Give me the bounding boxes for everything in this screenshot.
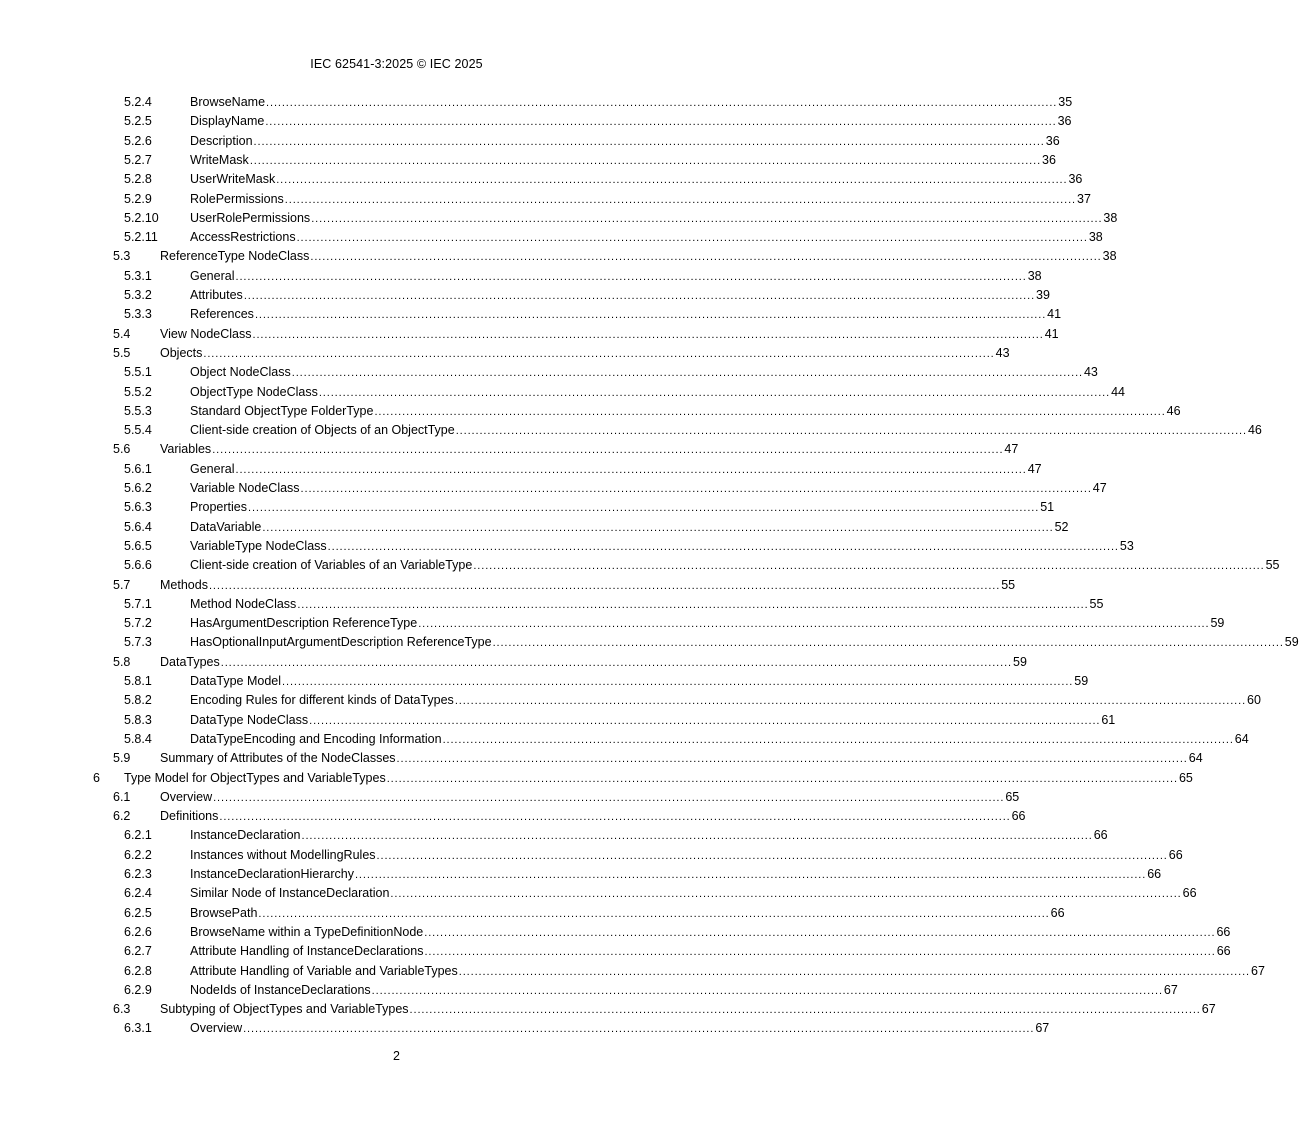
toc-dot-leader: ........................................................................................................................................................................................................ — [396, 753, 1188, 766]
toc-dot-leader: ........................................................................................................................................................................................................ — [371, 984, 1163, 997]
toc-entry-page: 46 — [1247, 423, 1262, 438]
page-number: 2 — [393, 1049, 400, 1063]
toc-entry[interactable] — [0, 171, 1083, 190]
toc-entry-page: 47 — [1092, 481, 1107, 495]
toc-dot-leader: ........................................................................................................................................................................................................ — [296, 232, 1088, 245]
toc-entry-number: 5.5.3 — [124, 403, 152, 418]
toc-entry-page: 36 — [1068, 172, 1083, 187]
toc-dot-leader: ........................................................................................................................................................................................................ — [262, 521, 1054, 534]
toc-dot-leader: ........................................................................................................................................................................................................ — [311, 212, 1103, 225]
toc-entry-page: 64 — [1188, 751, 1203, 766]
toc-entry-title: Variable NodeClass — [190, 481, 300, 495]
toc-entry-title: HasArgumentDescription ReferenceType — [190, 616, 418, 631]
toc-entry[interactable] — [0, 422, 1262, 441]
toc-entry-title: NodeIds of InstanceDeclarations — [190, 982, 371, 997]
toc-entry-number: 5.3.1 — [124, 268, 152, 283]
toc-entry-title: Object NodeClass — [190, 365, 291, 380]
toc-entry[interactable] — [0, 692, 1261, 711]
toc-entry[interactable] — [0, 499, 1055, 518]
toc-entry-number: 5.8.2 — [124, 693, 152, 708]
toc-dot-leader: ........................................................................................................................................................................................................ — [258, 907, 1050, 920]
toc-entry-number: 5.6 — [113, 442, 131, 457]
toc-dot-leader: ........................................................................................................................................................................................................ — [455, 425, 1247, 438]
toc-entry-title: Methods — [160, 577, 208, 592]
toc-entry-number: 5.3 — [113, 249, 131, 264]
toc-entry-page: 52 — [1054, 519, 1069, 534]
toc-entry[interactable] — [0, 789, 1020, 808]
toc-entry-title: Standard ObjectType FolderType — [190, 403, 374, 418]
toc-entry[interactable] — [0, 847, 1183, 866]
toc-entry-number: 5.2.8 — [124, 172, 152, 187]
toc-dot-leader: ........................................................................................................................................................................................................ — [390, 888, 1182, 901]
toc-entry-title: General — [190, 461, 235, 476]
toc-entry-number: 5.2.9 — [124, 191, 152, 206]
toc-entry-title: AccessRestrictions — [190, 230, 296, 245]
toc-entry-number: 5.8.3 — [124, 712, 152, 727]
toc-entry-title: ReferenceType NodeClass — [160, 249, 310, 264]
toc-entry-number: 6.2.3 — [124, 867, 152, 881]
toc-entry-title: Type Model for ObjectTypes and VariableTypes — [124, 770, 386, 785]
toc-dot-leader: ........................................................................................................................................................................................................ — [442, 733, 1234, 746]
toc-entry-page: 43 — [995, 345, 1010, 360]
toc-entry-title: Definitions — [160, 809, 219, 824]
toc-entry-title: Variables — [160, 442, 212, 457]
toc-entry-page: 66 — [1147, 867, 1162, 881]
toc-entry[interactable] — [0, 557, 1280, 576]
toc-entry-number: 5.5.2 — [124, 384, 152, 399]
toc-entry-title: InstanceDeclarationHierarchy — [190, 867, 354, 881]
toc-entry-title: Subtyping of ObjectTypes and VariableTypes — [160, 1002, 409, 1017]
toc-dot-leader: ........................................................................................................................................................................................................ — [249, 154, 1042, 167]
toc-entry[interactable] — [0, 538, 1134, 557]
toc-dot-leader: ........................................................................................................................................................................................................ — [220, 656, 1012, 669]
toc-entry-page: 38 — [1027, 268, 1042, 283]
toc-entry-title: BrowseName — [190, 95, 266, 109]
toc-entry[interactable] — [0, 461, 1042, 480]
toc-entry-page: 46 — [1166, 403, 1181, 418]
toc-entry-title: Objects — [160, 345, 203, 360]
toc-dot-leader: ........................................................................................................................................................................................................ — [418, 618, 1210, 631]
toc-dot-leader: ........................................................................................................................................................................................................ — [310, 251, 1102, 264]
toc-entry-page: 66 — [1050, 905, 1065, 920]
toc-dot-leader: ........................................................................................................................................................................................................ — [374, 405, 1166, 418]
toc-entry-number: 6.2.6 — [124, 924, 152, 939]
toc-entry-title: DataTypeEncoding and Encoding Information — [190, 731, 442, 746]
toc-dot-leader: ........................................................................................................................................................................................................ — [282, 676, 1074, 688]
toc-entry-title: Properties — [190, 500, 247, 515]
toc-entry-title: References — [190, 307, 254, 322]
toc-dot-leader: ........................................................................................................................................................................................................ — [297, 598, 1089, 611]
toc-dot-leader: ........................................................................................................................................................................................................ — [354, 869, 1147, 881]
toc-entry-title: Attribute Handling of Variable and VariableTypes — [190, 963, 458, 978]
toc-entry[interactable] — [0, 982, 1178, 1001]
toc-entry-number: 5.6.1 — [124, 461, 152, 476]
toc-dot-leader: ........................................................................................................................................................................................................ — [309, 714, 1101, 727]
toc-entry-title: DataVariable — [190, 519, 262, 534]
toc-entry-number: 5.2.7 — [124, 152, 152, 167]
toc-entry-number: 5.6.6 — [124, 558, 152, 573]
toc-entry[interactable] — [0, 634, 1299, 653]
toc-dot-leader: ........................................................................................................................................................................................................ — [235, 463, 1027, 476]
toc-entry-number: 5.7.3 — [124, 635, 152, 650]
toc-entry-number: 6.2.4 — [124, 886, 152, 901]
toc-entry-title: ObjectType NodeClass — [190, 384, 318, 399]
toc-entry-page: 38 — [1102, 249, 1117, 264]
toc-entry-page: 61 — [1101, 712, 1116, 727]
toc-entry-page: 47 — [1004, 442, 1019, 457]
toc-entry-page: 66 — [1216, 924, 1231, 939]
toc-entry[interactable] — [0, 712, 1116, 731]
toc-entry[interactable] — [0, 152, 1056, 171]
toc-entry-number: 5.2.11 — [124, 230, 158, 245]
toc-entry-title: RolePermissions — [190, 191, 284, 206]
toc-entry-page: 67 — [1251, 963, 1265, 978]
toc-entry-number: 6.2.7 — [124, 944, 152, 959]
toc-entry-number: 6.2 — [113, 809, 131, 824]
toc-entry-page: 53 — [1119, 538, 1134, 553]
toc-entry-number: 5.8.4 — [124, 731, 152, 746]
toc-entry-number: 6.2.9 — [124, 982, 152, 997]
toc-entry[interactable] — [0, 654, 1027, 673]
toc-entry[interactable] — [0, 326, 1059, 345]
toc-dot-leader: ........................................................................................................................................................................................................ — [265, 116, 1057, 129]
toc-entry-title: InstanceDeclaration — [190, 828, 301, 843]
toc-dot-leader: ........................................................................................................................................................................................................ — [424, 926, 1216, 939]
toc-entry-title: BrowseName within a TypeDefinitionNode — [190, 924, 424, 939]
toc-entry[interactable] — [0, 924, 1231, 943]
toc-entry-number: 5.4 — [113, 326, 131, 341]
toc-entry-title: DataType NodeClass — [190, 712, 309, 727]
toc-entry[interactable] — [0, 191, 1091, 210]
toc-entry-page: 41 — [1044, 326, 1059, 341]
toc-entry-number: 5.7.2 — [124, 616, 152, 631]
toc-entry-page: 66 — [1093, 828, 1108, 843]
toc-entry[interactable] — [0, 750, 1203, 769]
toc-entry[interactable] — [0, 596, 1104, 615]
toc-entry-page: 55 — [1265, 558, 1280, 573]
toc-entry-number: 5.3.3 — [124, 307, 152, 322]
toc-entry-number: 5.2.6 — [124, 133, 152, 148]
toc-entry-page: 67 — [1035, 1021, 1050, 1036]
toc-entry[interactable] — [0, 229, 1103, 248]
toc-dot-leader: ........................................................................................................................................................................................................ — [253, 135, 1045, 148]
toc-entry-number: 6.3 — [113, 1002, 131, 1017]
toc-entry-number: 5.2.4 — [124, 95, 152, 109]
toc-entry[interactable] — [0, 210, 1118, 229]
toc-entry-number: 5.6.2 — [124, 481, 152, 495]
toc-entry-title: Overview — [160, 789, 213, 804]
toc-dot-leader: ........................................................................................................................................................................................................ — [376, 849, 1168, 862]
toc-entry[interactable] — [0, 1020, 1050, 1039]
toc-entry-number: 5.7.1 — [124, 596, 152, 611]
toc-entry-page: 67 — [1163, 982, 1178, 997]
toc-entry-number: 5.5.4 — [124, 423, 152, 438]
toc-dot-leader: ........................................................................................................................................................................................................ — [266, 97, 1058, 109]
toc-dot-leader: ........................................................................................................................................................................................................ — [284, 193, 1077, 206]
toc-entry[interactable] — [0, 480, 1107, 499]
toc-dot-leader: ........................................................................................................................................................................................................ — [208, 579, 1001, 592]
toc-entry-page: 44 — [1111, 384, 1125, 399]
toc-entry-page: 38 — [1088, 230, 1103, 245]
toc-entry[interactable] — [0, 248, 1117, 267]
toc-entry-number: 6.2.1 — [124, 828, 152, 843]
toc-dot-leader: ........................................................................................................................................................................................................ — [300, 483, 1092, 495]
toc-entry-title: DataType Model — [190, 674, 282, 688]
toc-entry-number: 5.2.5 — [124, 114, 152, 129]
toc-entry[interactable] — [0, 827, 1108, 846]
toc-entry-title: WriteMask — [190, 152, 249, 167]
toc-entry-number: 5.5.1 — [124, 365, 152, 380]
toc-entry-page: 65 — [1005, 789, 1020, 804]
toc-entry-page: 59 — [1284, 635, 1299, 650]
toc-dot-leader: ........................................................................................................................................................................................................ — [424, 946, 1216, 959]
toc-entry-page: 67 — [1201, 1002, 1216, 1017]
toc-entry-title: Overview — [190, 1021, 243, 1036]
toc-dot-leader: ........................................................................................................................................................................................................ — [301, 830, 1093, 843]
toc-entry-title: Attributes — [190, 288, 243, 302]
toc-entry[interactable] — [0, 885, 1197, 904]
toc-entry-page: 66 — [1182, 886, 1197, 901]
toc-entry[interactable] — [0, 770, 1193, 789]
toc-dot-leader: ........................................................................................................................................................................................................ — [212, 444, 1004, 457]
toc-entry-page: 59 — [1210, 616, 1225, 631]
toc-dot-leader: ........................................................................................................................................................................................................ — [409, 1004, 1201, 1017]
toc-dot-leader: ........................................................................................................................................................................................................ — [247, 502, 1040, 515]
toc-dot-leader: ........................................................................................................................................................................................................ — [213, 791, 1005, 804]
toc-entry-number: 5.6.3 — [124, 500, 152, 515]
toc-entry-page: 36 — [1042, 152, 1056, 167]
toc-dot-leader: ........................................................................................................................................................................................................ — [454, 695, 1247, 708]
toc-dot-leader: ........................................................................................................................................................................................................ — [473, 560, 1265, 573]
toc-entry-title: Instances without ModellingRules — [190, 847, 376, 862]
toc-entry-page: 35 — [1058, 95, 1073, 109]
toc-entry-title: Similar Node of InstanceDeclaration — [190, 886, 390, 901]
toc-dot-leader: ........................................................................................................................................................................................................ — [386, 772, 1178, 785]
toc-entry[interactable] — [0, 866, 1162, 885]
toc-dot-leader: ........................................................................................................................................................................................................ — [318, 386, 1111, 399]
toc-entry-page: 36 — [1057, 114, 1072, 129]
toc-dot-leader: ........................................................................................................................................................................................................ — [327, 540, 1119, 553]
toc-entry[interactable] — [0, 364, 1098, 383]
toc-entry-title: DisplayName — [190, 114, 265, 129]
toc-dot-leader: ........................................................................................................................................................................................................ — [276, 174, 1068, 187]
toc-entry-number: 5.8 — [113, 654, 131, 669]
toc-entry-title: Encoding Rules for different kinds of DataTypes — [190, 693, 454, 708]
toc-entry-page: 66 — [1216, 944, 1231, 959]
toc-dot-leader: ........................................................................................................................................................................................................ — [235, 270, 1027, 283]
toc-entry-page: 39 — [1036, 288, 1050, 302]
toc-entry[interactable] — [0, 94, 1073, 113]
toc-dot-leader: ........................................................................................................................................................................................................ — [291, 367, 1083, 380]
toc-entry-title: Method NodeClass — [190, 596, 297, 611]
toc-entry[interactable] — [0, 905, 1065, 924]
toc-entry-page: 47 — [1027, 461, 1042, 476]
toc-entry-title: Client-side creation of Objects of an ObjectType — [190, 423, 455, 438]
toc-entry[interactable] — [0, 345, 1010, 364]
toc-entry-title: General — [190, 268, 235, 283]
toc-entry-number: 5.6.4 — [124, 519, 152, 534]
toc-entry-page: 65 — [1178, 770, 1193, 785]
page-header: IEC 62541-3:2025 © IEC 2025 — [310, 57, 483, 71]
toc-entry[interactable] — [0, 673, 1089, 692]
toc-entry-title: DataTypes — [160, 654, 220, 669]
toc-entry[interactable] — [0, 306, 1062, 325]
toc-entry-number: 6 — [93, 770, 100, 785]
toc-entry[interactable] — [0, 943, 1231, 962]
toc-entry-title: UserWriteMask — [190, 172, 276, 187]
toc-entry-title: Client-side creation of Variables of an VariableType — [190, 558, 473, 573]
toc-entry[interactable] — [0, 577, 1016, 596]
toc-entry-number: 6.2.8 — [124, 963, 152, 978]
toc-entry-page: 41 — [1047, 307, 1062, 322]
toc-entry-page: 38 — [1103, 210, 1118, 225]
toc-entry-page: 55 — [1089, 596, 1104, 611]
toc-entry[interactable] — [0, 963, 1265, 982]
toc-entry[interactable] — [0, 1001, 1216, 1020]
toc-entry-number: 5.7 — [113, 577, 131, 592]
toc-entry[interactable] — [0, 403, 1181, 422]
toc-dot-leader: ........................................................................................................................................................................................................ — [243, 1023, 1035, 1036]
toc-entry-page: 55 — [1001, 577, 1016, 592]
toc-entry-page: 43 — [1083, 365, 1098, 380]
toc-entry-page: 59 — [1013, 654, 1027, 669]
toc-entry-title: HasOptionalInputArgumentDescription ReferenceType — [190, 635, 492, 650]
toc-entry[interactable] — [0, 615, 1225, 634]
toc-dot-leader: ........................................................................................................................................................................................................ — [252, 328, 1044, 341]
toc-entry-number: 5.9 — [113, 751, 131, 766]
toc-entry-page: 36 — [1045, 133, 1060, 148]
toc-entry[interactable] — [0, 731, 1249, 750]
toc-entry-page: 66 — [1168, 847, 1183, 862]
toc-entry-number: 5.8.1 — [124, 674, 152, 688]
toc-entry-title: Attribute Handling of InstanceDeclarations — [190, 944, 424, 959]
toc-entry-number: 5.5 — [113, 345, 131, 360]
toc-entry-title: UserRolePermissions — [190, 210, 311, 225]
toc-dot-leader: ........................................................................................................................................................................................................ — [458, 965, 1250, 978]
toc-entry-number: 6.2.5 — [124, 905, 152, 920]
toc-entry[interactable] — [0, 268, 1042, 287]
toc-entry[interactable] — [0, 287, 1050, 306]
toc-entry-title: View NodeClass — [160, 326, 252, 341]
toc-dot-leader: ........................................................................................................................................................................................................ — [243, 290, 1036, 302]
toc-entry[interactable] — [0, 441, 1019, 460]
toc-entry-page: 60 — [1247, 693, 1261, 708]
toc-entry[interactable] — [0, 133, 1060, 152]
toc-entry-title: Summary of Attributes of the NodeClasses — [160, 751, 396, 766]
toc-entry-page: 66 — [1011, 809, 1026, 824]
toc-dot-leader: ........................................................................................................................................................................................................ — [254, 309, 1047, 322]
toc-entry-number: 6.2.2 — [124, 847, 152, 862]
toc-entry[interactable] — [0, 519, 1069, 538]
toc-entry-title: VariableType NodeClass — [190, 538, 327, 553]
toc-entry[interactable] — [0, 384, 1125, 403]
toc-entry-page: 59 — [1074, 674, 1089, 688]
toc-entry-number: 5.2.10 — [124, 210, 159, 225]
toc-dot-leader: ........................................................................................................................................................................................................ — [203, 347, 995, 360]
toc-entry-page: 37 — [1077, 191, 1091, 206]
toc-entry-title: BrowsePath — [190, 905, 258, 920]
toc-entry-title: Description — [190, 133, 253, 148]
toc-entry-number: 5.6.5 — [124, 538, 152, 553]
toc-entry-number: 6.3.1 — [124, 1021, 152, 1036]
toc-entry[interactable] — [0, 113, 1072, 132]
toc-dot-leader: ........................................................................................................................................................................................................ — [219, 811, 1011, 824]
toc-entry-number: 5.3.2 — [124, 288, 152, 302]
toc-entry[interactable] — [0, 808, 1026, 827]
toc-entry-page: 51 — [1040, 500, 1055, 515]
toc-entry-page: 64 — [1234, 731, 1249, 746]
toc-dot-leader: ........................................................................................................................................................................................................ — [492, 637, 1284, 650]
toc-entry-number: 6.1 — [113, 789, 131, 804]
